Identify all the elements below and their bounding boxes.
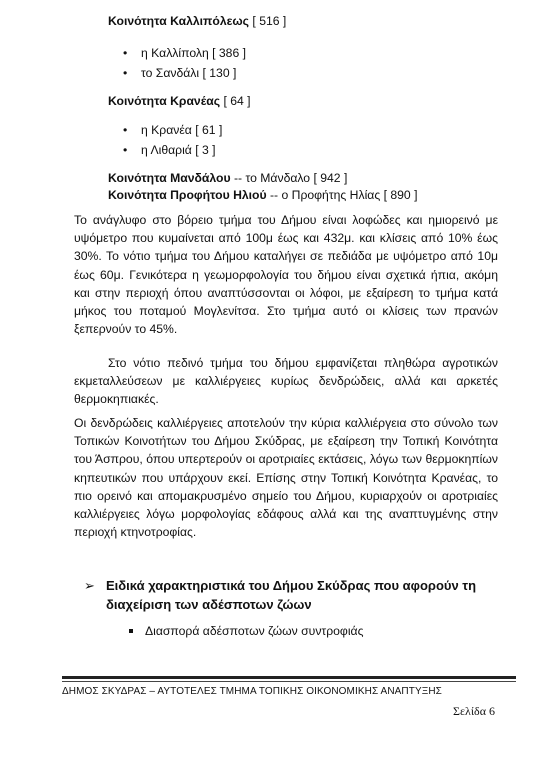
list-item: • η Λιθαριά [ 3 ] (108, 140, 222, 160)
square-bullet-icon (129, 629, 133, 633)
community-villages: -- ο Προφήτης Ηλίας [ 890 ] (269, 188, 418, 202)
body-paragraph: Στο νότιο πεδινό τμήμα του δήμου εμφανίζεται πληθώρα αγροτικών εκμεταλλεύσεων με καλλιέργειες κυρίως δενδρώδεις, αλλά και αρκετές θερμοκηπιακές. (74, 356, 498, 407)
footer-divider (62, 681, 516, 682)
page-number: Σελίδα 6 (452, 704, 495, 718)
section-heading-text: Ειδικά χαρακτηριστικά του Δήμου Σκύδρας που αφορούν τη διαχείριση των αδέσποτων ζώων (106, 578, 477, 612)
arrow-bullet-icon: ➢ (84, 578, 95, 593)
village-list (108, 120, 222, 160)
list-item (129, 624, 363, 638)
community-count: [ 516 ] (252, 14, 287, 28)
community-villages: -- το Μάνδαλο [ 942 ] (233, 171, 348, 185)
community-name: Κοινότητα Προφήτου Ηλιού (108, 188, 267, 202)
community-count: [ 64 ] (223, 94, 251, 108)
list-item: • η Κρανέα [ 61 ] (108, 120, 222, 140)
community-name: Κοινότητα Κρανέας (108, 94, 221, 108)
body-paragraph: Οι δενδρώδεις καλλιέργειες αποτελούν την κύρια καλλιέργεια στο σύνολο των Τοπικών Κοινοτήτων του Δήμου Σκύδρας, με εξαίρεση την Τοπική Κοινότητα του Άσπρου, όπου υπερτερούν οι αροτριαίες εκτάσεις, λόγω των θερμοκηπίων κηπευτικών που υπάρχουν εκεί. Επίσης στην Τοπική Κοινότητα Κρανέας, το πιο ορεινό και απομακρυσμένο σημείο του Δήμου, κυριαρχούν οι αροτριαίες καλλιέργειες λόγω μορφολογίας εδάφους αλλά και της αναπτυγμένης στην περιοχή κτηνοτροφίας. (74, 416, 498, 540)
community-heading (108, 14, 286, 28)
section-heading (84, 576, 504, 614)
body-paragraph: Το ανάγλυφο στο βόρειο τμήμα του Δήμου είναι λοφώδες και ημιορεινό με υψόμετρο που κυμαίνεται από 100μ έως και 432μ. και κλίσεις από 10% έως 30%. Το νότιο τμήμα του Δήμου καταλήγει σε πεδιάδα με υψόμετρο από 10μ έως 60μ. Γενικότερα η γεωμορφολογία του δήμου είναι σχετικά ήπια, ακόμη και στην περιοχή όπου αναπτύσσονται οι λόφοι, με εξαίρεση το τμήμα κατά μήκος του ποταμού Μογλενίτσα. Στο τμήμα αυτό οι κλίσεις των πρανών ξεπερνούν το 45%. (74, 213, 498, 337)
community-heading (108, 94, 251, 108)
community-name: Κοινότητα Καλλιπόλεως (108, 14, 250, 28)
community-name: Κοινότητα Μανδάλου (108, 171, 231, 185)
list-item: • η Καλλίπολη [ 386 ] (108, 43, 246, 63)
list-item: • το Σανδάλι [ 130 ] (108, 63, 246, 83)
footer-divider (62, 676, 516, 679)
community-heading (108, 171, 347, 185)
footer-text: ΔΗΜΟΣ ΣΚΥΔΡΑΣ – ΑΥΤΟΤΕΛΕΣ ΤΜΗΜΑ ΤΟΠΙΚΗΣ ΟΙΚΟΝΟΜΙΚΗΣ ΑΝΑΠΤΥΞΗΣ (62, 686, 442, 697)
community-heading (108, 188, 417, 202)
list-item-text: Διασπορά αδέσποτων ζώων συντροφιάς (145, 624, 364, 638)
village-list (108, 43, 246, 83)
